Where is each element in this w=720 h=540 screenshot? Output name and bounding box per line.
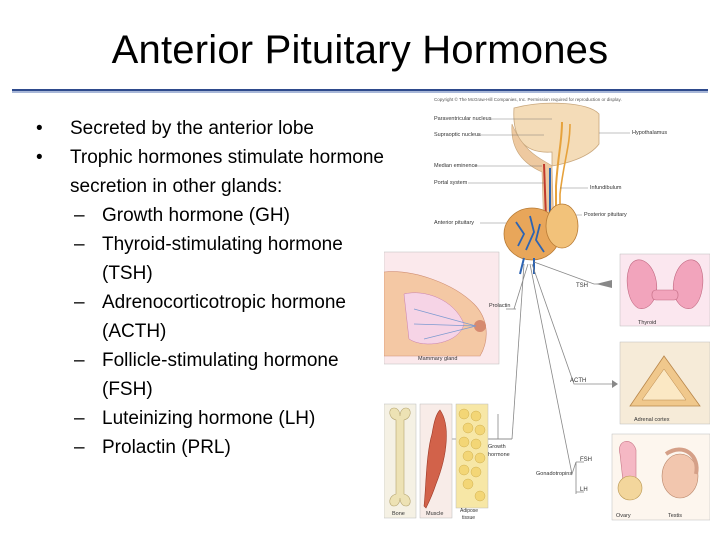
bullet-text: Trophic hormones stimulate hormone secretion in other glands: — [70, 147, 384, 197]
sub-bullet-text: Adrenocorticotropic hormone (ACTH) — [102, 292, 346, 342]
label-paraventricular: Paraventricular nucleus — [434, 116, 492, 122]
dash-icon: – — [74, 408, 85, 429]
dash-icon: – — [74, 205, 85, 226]
label-growth-2: hormone — [488, 452, 510, 458]
bullet-text: Secreted by the anterior lobe — [70, 118, 314, 139]
label-acth: ACTH — [570, 378, 587, 384]
bullet-dot-icon: • — [36, 147, 43, 168]
label-fsh: FSH — [580, 457, 592, 463]
label-anterior-pituitary: Anterior pituitary — [434, 220, 475, 226]
label-mammary: Mammary gland — [418, 356, 458, 362]
label-posterior-pituitary: Posterior pituitary — [584, 212, 627, 218]
bullet-list — [36, 114, 386, 462]
label-supraoptic: Supraoptic nucleus — [434, 132, 481, 138]
label-tsh: TSH — [576, 283, 588, 289]
label-gonadotropins: Gonadotropins — [536, 471, 573, 477]
sub-bullet-item — [36, 433, 386, 462]
sub-bullet-text: Thyroid-stimulating hormone (TSH) — [102, 234, 343, 284]
pathway-line-tsh — [534, 262, 612, 284]
label-portal-system: Portal system — [434, 180, 468, 186]
label-thyroid: Thyroid — [638, 320, 657, 326]
dash-icon: – — [74, 437, 85, 458]
label-muscle: Muscle — [426, 511, 444, 517]
label-bone: Bone — [392, 511, 405, 517]
bullet-item — [36, 114, 386, 143]
dash-icon: – — [74, 350, 85, 371]
sub-bullet-item — [36, 230, 386, 288]
label-lh: LH — [580, 487, 588, 493]
sub-bullet-item — [36, 288, 386, 346]
pathway-line-acth — [532, 264, 612, 384]
pituitary-figure — [384, 94, 710, 524]
ovary-shape — [618, 476, 642, 500]
bullet-item — [36, 143, 386, 201]
label-adrenal: Adrenal cortex — [634, 417, 670, 423]
label-testis: Testis — [668, 513, 683, 519]
dash-icon: – — [74, 234, 85, 255]
label-infundibulum: Infundibulum — [590, 185, 622, 191]
posterior-pituitary-shape — [546, 204, 578, 248]
copyright-text: Copyright © The McGraw-Hill Companies, Inc. Permission required for reproduction or display. — [434, 97, 622, 102]
label-hypothalamus: Hypothalamus — [632, 130, 668, 136]
label-adipose-2: tissue — [462, 515, 476, 521]
sub-bullet-item — [36, 404, 386, 433]
dash-icon: – — [74, 292, 85, 313]
sub-bullet-item — [36, 346, 386, 404]
label-median-eminence: Median eminence — [434, 163, 478, 169]
label-adipose-1: Adipose — [460, 508, 479, 514]
pathway-line-gh — [512, 264, 524, 439]
bullet-dot-icon: • — [36, 118, 43, 139]
label-growth-1: Growth — [488, 444, 506, 450]
label-ovary: Ovary — [616, 513, 631, 519]
sub-bullet-text: Follicle-stimulating hormone (FSH) — [102, 350, 339, 400]
title-divider — [12, 89, 708, 93]
sub-bullet-text: Luteinizing hormone (LH) — [102, 408, 316, 429]
sub-bullet-text: Growth hormone (GH) — [102, 205, 290, 226]
slide-title: Anterior Pituitary Hormones — [111, 28, 609, 72]
sub-bullet-item — [36, 201, 386, 230]
label-prolactin: Prolactin — [489, 303, 511, 309]
sub-bullet-text: Prolactin (PRL) — [102, 437, 231, 458]
testis-shape — [662, 454, 698, 498]
